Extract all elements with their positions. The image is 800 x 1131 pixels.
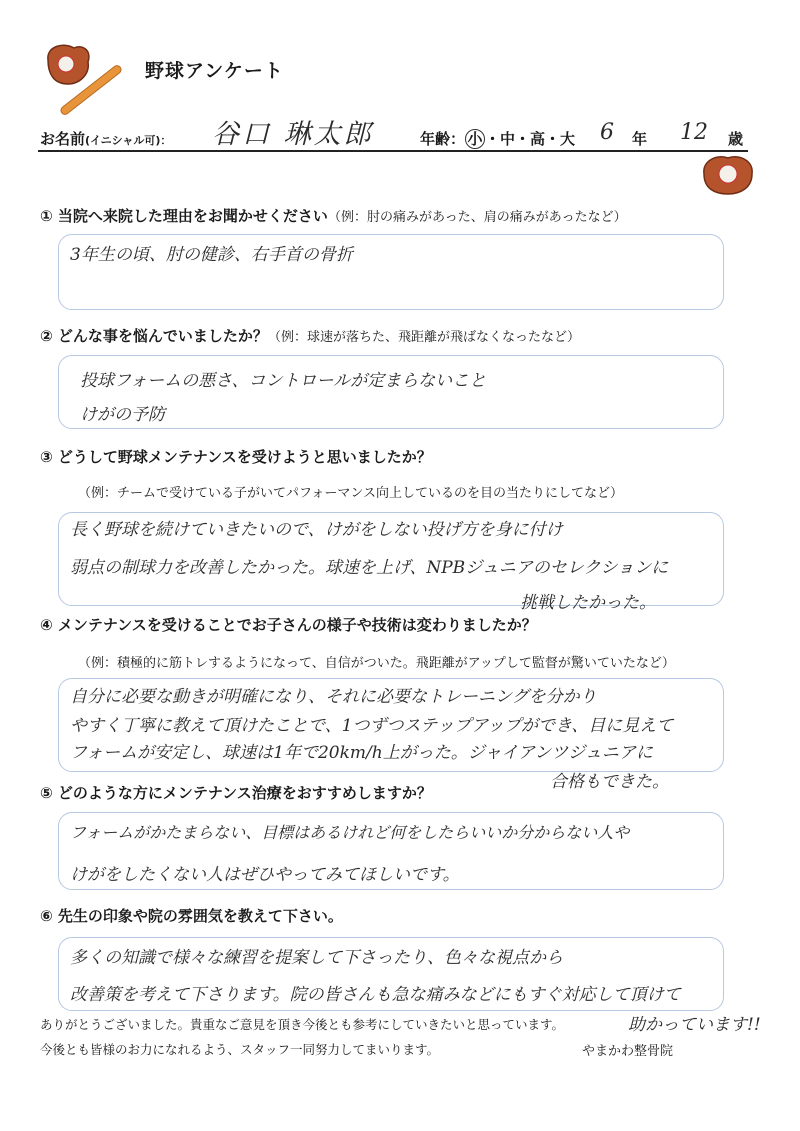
question-4-example: （例：積極的に筋トレするようになって、自信がついた。飛距離がアップして監督が驚いていたなど）: [78, 656, 675, 671]
answer-4-line-4: 合格もできた。: [550, 772, 669, 792]
name-divider: [38, 150, 748, 152]
question-3-example: （例：チームで受けている子がいてパフォーマンス向上しているのを目の当たりにしてなど）: [78, 486, 623, 501]
answer-4-line-2: やすく丁寧に教えて頂けたことで、1つずつステップアップができ、目に見えて: [70, 716, 674, 736]
grade-value: 6: [600, 120, 614, 145]
answer-2-line-2: けがの予防: [80, 405, 165, 425]
answer-6-line-2: 改善策を考えて下さります。院の皆さんも急な痛みなどにもすぐ対応して頂けて: [70, 985, 681, 1005]
page-title: 野球アンケート: [145, 60, 284, 82]
question-2: [40, 325, 580, 346]
age-value: 12: [680, 120, 708, 145]
clinic-name: やまかわ整骨院: [582, 1044, 674, 1059]
question-2-prompt: ② どんな事を悩んでいましたか？: [40, 327, 268, 345]
name-note: (イニシャル可)：: [85, 134, 172, 147]
answer-3-line-3: 挑戦したかった。: [520, 593, 656, 613]
question-1-example: （例：肘の痛みがあった、肩の痛みがあったなど）: [327, 210, 627, 225]
baseball-glove-bat-icon: [40, 40, 130, 115]
age-label: 年齢: [420, 130, 451, 148]
grade-unit: 年: [632, 130, 648, 148]
question-4: ④ メンテナンスを受けることでお子さんの様子や技術は変わりましたか？: [40, 616, 537, 634]
school-options: ・中・高・大: [485, 130, 576, 148]
answer-5-line-2: けがをしたくない人はぜひやってみてほしいです。: [70, 865, 460, 885]
name-value: 谷口 琳太郎: [212, 119, 374, 150]
footer-message: 今後とも皆様のお力になれるよう、スタッフ一同努力してまいります。: [40, 1042, 440, 1057]
question-1-prompt: ① 当院へ来院した理由をお聞かせください: [40, 207, 328, 225]
question-1: [40, 205, 627, 226]
school-selected: 小: [465, 129, 485, 149]
answer-2-line-1: 投球フォームの悪さ、コントロールが定まらないこと: [80, 371, 487, 391]
age-school-label: [420, 128, 575, 149]
answer-5-line-1: フォームがかたまらない、目標はあるけれど何をしたらいいか分からない人や: [70, 823, 630, 842]
answer-1-line-1: 3年生の頃、肘の健診、右手首の骨折: [70, 245, 353, 265]
age-unit: 歳: [728, 130, 744, 148]
answer-4-line-3: フォームが安定し、球速は1年で20km/h上がった。ジャイアンツジュニアに: [70, 743, 653, 763]
answer-6-line-1: 多くの知識で様々な練習を提案して下さったり、色々な視点から: [70, 948, 563, 968]
school-sep: ：: [450, 130, 466, 148]
baseball-glove-icon: [700, 152, 756, 196]
name-label-text: お名前: [40, 130, 86, 148]
answer-3-line-2: 弱点の制球力を改善したかった。球速を上げ、NPBジュニアのセレクションに: [70, 558, 669, 578]
answer-6-line-3: 助かっています!!: [628, 1015, 761, 1035]
answer-3-line-1: 長く野球を続けていきたいので、けがをしない投げ方を身に付け: [70, 520, 563, 540]
footer-thanks: ありがとうございました。貴重なご意見を頂き今後とも参考にしていきたいと思っています。: [40, 1017, 565, 1032]
answer-4-line-1: 自分に必要な動きが明確になり、それに必要なトレーニングを分かり: [70, 687, 597, 707]
question-5: ⑤ どのような方にメンテナンス治療をおすすめしますか？: [40, 784, 432, 802]
question-3: ③ どうして野球メンテナンスを受けようと思いましたか？: [40, 448, 432, 466]
question-6: ⑥ 先生の印象や院の雰囲気を教えて下さい。: [40, 907, 343, 925]
name-label: [40, 128, 171, 149]
question-2-example: （例：球速が落ちた、飛距離が飛ばなくなったなど）: [267, 330, 580, 345]
